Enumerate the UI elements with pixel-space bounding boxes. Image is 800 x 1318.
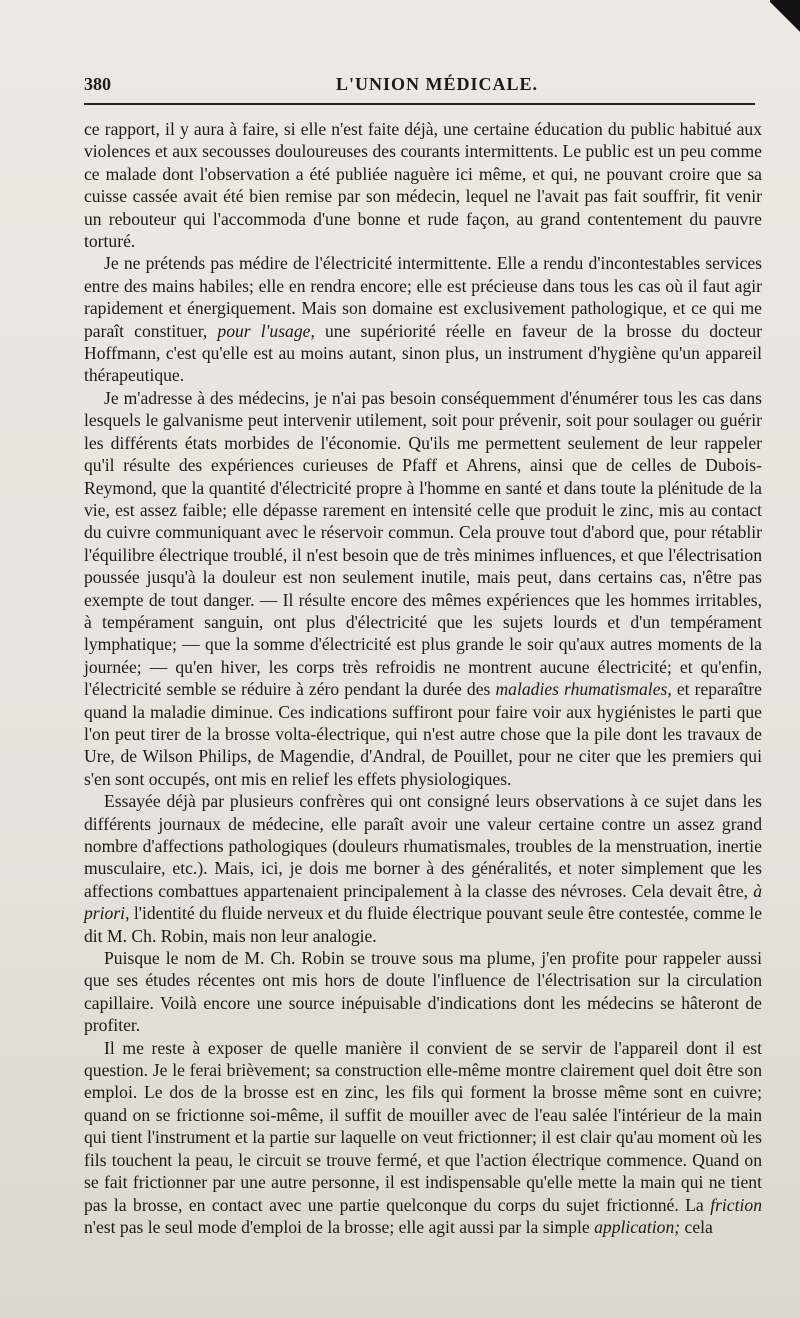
paragraph-4: Essayée déjà par plusieurs confrères qui ont consigné leurs observations à ce sujet dans les différents journaux de médecine, elle paraît avoir une valeur certaine contre un assez grand nombre d'affections pathologiques (douleurs rhumatismales, troubles de la menstruation, inertie musculaire, etc.). Mais, ici, je dois me borner à des généralités, et noter simplement que les affections combattues appartenaient principalement à la classe des névroses. Cela devait être, à priori, l'identité du fluide nerveux et du fluide électrique pouvant seule être contestée, comme le dit M. Ch. Robin, mais non leur analogie. <box>84 791 762 946</box>
paragraph-5: Puisque le nom de M. Ch. Robin se trouve sous ma plume, j'en profite pour rappeler aussi que ses études récentes ont mis hors de doute l'influence de l'électrisation sur la circulation capillaire. Voilà encore une source inépuisable d'indications dont les médecins se hâteront de profiter. <box>84 948 762 1036</box>
page-corner-shadow <box>770 0 800 40</box>
running-head <box>84 74 755 100</box>
journal-title: L'UNION MÉDICALE. <box>336 74 539 94</box>
article-body <box>84 118 762 1238</box>
italic-phrase: à priori, <box>84 880 762 924</box>
paragraph-1: ce rapport, il y aura à faire, si elle n'est faite déjà, une certaine éducation du public habitué aux violences et aux secousses douloureuses des courants intermittents. Le public est un peu comme ce malade dont l'observation a été publiée naguère ici même, et qui, ne pouvant croire que sa cuisse cassée avait été bien remise par son médecin, lequel ne l'avait pas fait souffrir, fit venir un rebouteur qui l'accommoda d'une bonne et rude façon, au grand contentement du pauvre torturé. <box>84 119 762 252</box>
header-rule <box>84 103 755 105</box>
italic-phrase: friction <box>710 1194 762 1215</box>
italic-phrase: application; <box>594 1216 681 1237</box>
paragraph-3: Je m'adresse à des médecins, je n'ai pas besoin conséquemment d'énumérer tous les cas dans lesquels le galvanisme peut intervenir utilement, soit pour prévenir, soit pour soulager ou guérir les différents états morbides de l'économie. Qu'ils me permettent seulement de leur rappeler qu'il résulte des expériences curieuses de Pfaff et Ahrens, ainsi que de celles de Dubois-Reymond, que la quantité d'électricité propre à l'homme en santé et dans toute la plénitude de la vie, est assez faible; elle dépasse rarement en intensité celle que produit le zinc, mis au contact du cuivre communiquant avec le réservoir commun. Cela prouve tout d'abord que, pour rétablir l'équilibre électrique troublé, il n'est besoin que de très minimes influences, et que l'électrisation poussée jusqu'à la douleur est non seulement inutile, mais peut, dans certains cas, n'être pas exempte de tout danger. — Il résulte encore des mêmes expériences que les hommes irritables, à tempérament sanguin, ont plus d'électricité que les sujets lourds et d'un tempérament lymphatique; — que la somme d'électricité est plus grande le soir qu'aux autres moments de la journée; — qu'en hiver, les corps très refroidis ne montrent aucune électricité; et qu'enfin, l'électricité semble se réduire à zéro pendant la durée des maladies rhumatismales, et reparaître quand la maladie diminue. Ces indications suffiront pour faire voir aux hygiénistes le parti que l'on peut tirer de la brosse volta-électrique, qui n'est autre chose que la pile dont les travaux de Ure, de Wilson Philips, de Magendie, d'Andral, de Pouillet, pour ne citer que les premiers qui s'en sont occupés, ont mis en relief les effets physiologiques. <box>84 387 762 789</box>
paragraph-2: Je ne prétends pas médire de l'électricité intermittente. Elle a rendu d'incontestables services entre des mains habiles; elle en rendra encore; elle est précieuse dans tous les cas où il faut agir rapidement et énergiquement. Mais son domaine est exclusivement pathologique, et ce qui me paraît constituer, pour l'usage, une supériorité réelle en faveur de la brosse du docteur Hoffmann, c'est qu'elle est au moins autant, sinon plus, un instrument d'hygiène qu'un appareil thérapeutique. <box>84 253 763 386</box>
page-number: 380 <box>84 74 111 94</box>
italic-phrase: maladies rhumatismales, <box>495 679 672 700</box>
italic-phrase: pour l'usage <box>217 320 311 341</box>
paragraph-6: Il me reste à exposer de quelle manière il convient de se servir de l'appareil dont il est question. Je le ferai brièvement; sa construction elle-même montre clairement quel doit être son emploi. Le dos de la brosse est en zinc, les fils qui forment la brosse même sont en cuivre; quand on se frictionne soi-même, il suffit de mouiller avec de l'eau salée l'intérieur de la main qui tient l'instrument et la partie sur laquelle on veut frictionner; il est clair qu'au moment où les fils touchent la peau, le circuit se trouve fermé, et que l'action électrique commence. Quand on se fait frictionner par une autre personne, il est indispensable qu'elle mette la main qui ne tient pas la brosse, en contact avec une partie quelconque du corps du sujet frictionné. La friction n'est pas le seul mode d'emploi de la brosse; elle agit aussi par la simple application; cela <box>84 1037 762 1237</box>
